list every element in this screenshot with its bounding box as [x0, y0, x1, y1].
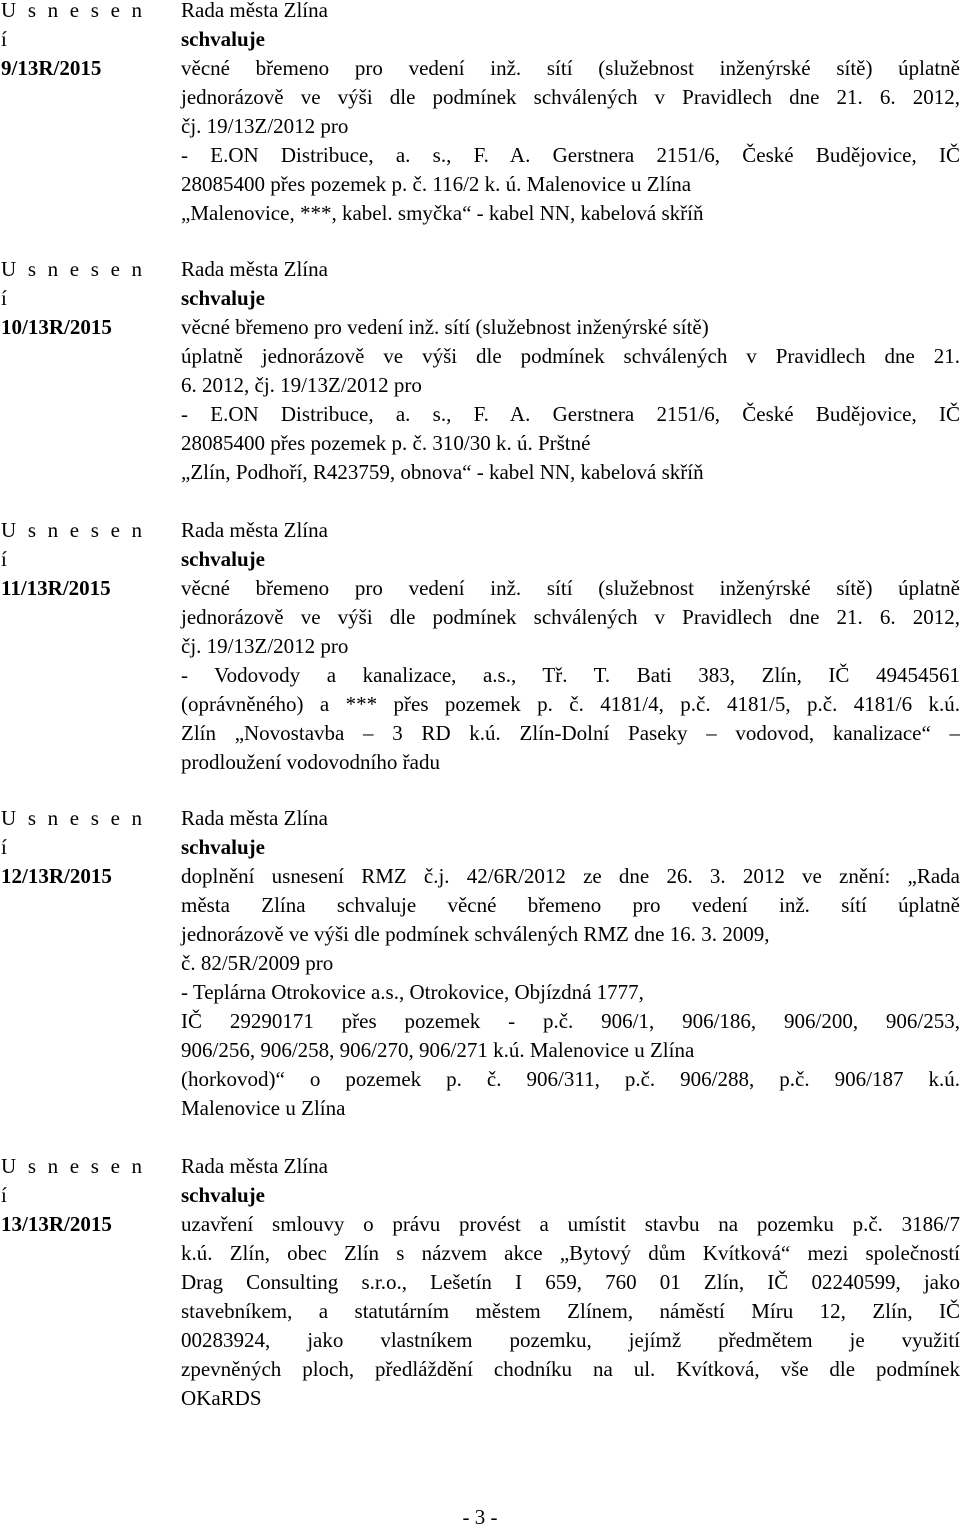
resolution-label [1, 1152, 161, 1239]
body-line: Malenovice u Zlína [181, 1096, 346, 1120]
resolution-body [181, 862, 960, 1123]
resolution-number: 12/13R/2015 [1, 864, 112, 888]
body-line: jednorázově ve výši dle podmínek schválených v Pravidlech dne 21. 6. 2012, [181, 605, 960, 629]
body-line: Drag Consulting s.r.o., Lešetín I 659, 760 01 Zlín, IČ 02240599, jako [181, 1270, 960, 1294]
body-line: 00283924, jako vlastníkem pozemku, jejímž předmětem je využití [181, 1328, 960, 1352]
resolution-verb: schvaluje [181, 27, 265, 51]
body-line: - E.ON Distribuce, a. s., F. A. Gerstnera 2151/6, České Budějovice, IČ [181, 143, 960, 167]
resolution-content [181, 1152, 960, 1413]
resolution-label [1, 0, 161, 83]
resolution-body [181, 54, 960, 228]
body-line: věcné břemeno pro vedení inž. sítí (služebnost inženýrské sítě) úplatně [181, 56, 960, 80]
resolution-number: 11/13R/2015 [1, 576, 111, 600]
resolution-verb: schvaluje [181, 1183, 265, 1207]
body-line: čj. 19/13Z/2012 pro [181, 114, 349, 138]
resolution-content [181, 0, 960, 228]
body-line: „Zlín, Podhoří, R423759, obnova“ - kabel NN, kabelová skříň [181, 460, 704, 484]
body-line: 28085400 přes pozemek p. č. 116/2 k. ú. Malenovice u Zlína [181, 172, 692, 196]
body-line: 906/256, 906/258, 906/270, 906/271 k.ú. Malenovice u Zlína [181, 1038, 695, 1062]
body-line: 6. 2012, čj. 19/13Z/2012 pro [181, 373, 422, 397]
resolution-actor: Rada města Zlína [181, 0, 328, 22]
body-line: - Vodovody a kanalizace, a.s., Tř. T. Bati 383, Zlín, IČ 49454561 [181, 663, 960, 687]
body-line: 28085400 přes pozemek p. č. 310/30 k. ú. Prštné [181, 431, 591, 455]
resolution-verb: schvaluje [181, 286, 265, 310]
resolution-actor: Rada města Zlína [181, 257, 328, 281]
resolution-label [1, 255, 161, 342]
resolution-label [1, 804, 161, 891]
resolution-content [181, 516, 960, 777]
resolution-actor: Rada města Zlína [181, 806, 328, 830]
resolution-verb: schvaluje [181, 835, 265, 859]
resolution-number: 9/13R/2015 [1, 56, 102, 80]
body-line: „Malenovice, ***, kabel. smyčka“ - kabel NN, kabelová skříň [181, 201, 704, 225]
resolution-verb: schvaluje [181, 547, 265, 571]
body-line: úplatně jednorázově ve výši dle podmínek schválených v Pravidlech dne 21. [181, 344, 960, 368]
body-line: OKaRDS [181, 1386, 262, 1410]
body-line: IČ 29290171 přes pozemek - p.č. 906/1, 906/186, 906/200, 906/253, [181, 1009, 960, 1033]
resolution-keyword: U s n e s e n í [1, 0, 146, 51]
resolution-number: 10/13R/2015 [1, 315, 112, 339]
resolution-actor: Rada města Zlína [181, 518, 328, 542]
body-line: prodloužení vodovodního řadu [181, 750, 440, 774]
body-line: věcné břemeno pro vedení inž. sítí (služebnost inženýrské sítě) úplatně [181, 576, 960, 600]
resolution-keyword: U s n e s e n í [1, 806, 146, 859]
body-line: - Teplárna Otrokovice a.s., Otrokovice, Objízdná 1777, [181, 980, 644, 1004]
resolution-keyword: U s n e s e n í [1, 518, 146, 571]
body-line: (oprávněného) a *** přes pozemek p. č. 4181/4, p.č. 4181/5, p.č. 4181/6 k.ú. [181, 692, 960, 716]
body-line: stavebníkem, a statutárním městem Zlínem, náměstí Míru 12, Zlín, IČ [181, 1299, 960, 1323]
body-line: věcné břemeno pro vedení inž. sítí (služebnost inženýrské sítě) [181, 315, 709, 339]
body-line: - E.ON Distribuce, a. s., F. A. Gerstnera 2151/6, České Budějovice, IČ [181, 402, 960, 426]
body-line: Zlín „Novostavba – 3 RD k.ú. Zlín-Dolní Paseky – vodovod, kanalizace“ – [181, 721, 960, 745]
resolution-keyword: U s n e s e n í [1, 257, 146, 310]
body-line: jednorázově ve výši dle podmínek schválených RMZ dne 16. 3. 2009, [181, 922, 770, 946]
resolution-content [181, 255, 960, 487]
body-line: (horkovod)“ o pozemek p. č. 906/311, p.č. 906/288, p.č. 906/187 k.ú. [181, 1067, 960, 1091]
body-line: města Zlína schvaluje věcné břemeno pro vedení inž. sítí úplatně [181, 893, 960, 917]
page-number: - 3 - [462, 1505, 498, 1529]
resolution-keyword: U s n e s e n í [1, 1154, 146, 1207]
body-line: č. 82/5R/2009 pro [181, 951, 334, 975]
body-line: uzavření smlouvy o právu provést a umístit stavbu na pozemku p.č. 3186/7 [181, 1212, 960, 1236]
resolution-body [181, 313, 960, 487]
resolution-label [1, 516, 161, 603]
body-line: k.ú. Zlín, obec Zlín s názvem akce „Bytový dům Kvítková“ mezi společností [181, 1241, 960, 1265]
resolution-content [181, 804, 960, 1123]
body-line: čj. 19/13Z/2012 pro [181, 634, 349, 658]
resolution-number: 13/13R/2015 [1, 1212, 112, 1236]
body-line: jednorázově ve výši dle podmínek schválených v Pravidlech dne 21. 6. 2012, [181, 85, 960, 109]
resolution-body [181, 1210, 960, 1413]
body-line: zpevněných ploch, předláždění chodníku na ul. Kvítková, vše dle podmínek [181, 1357, 960, 1381]
resolution-body [181, 574, 960, 777]
body-line: doplnění usnesení RMZ č.j. 42/6R/2012 ze dne 26. 3. 2012 ve znění: „Rada [181, 864, 960, 888]
resolution-actor: Rada města Zlína [181, 1154, 328, 1178]
